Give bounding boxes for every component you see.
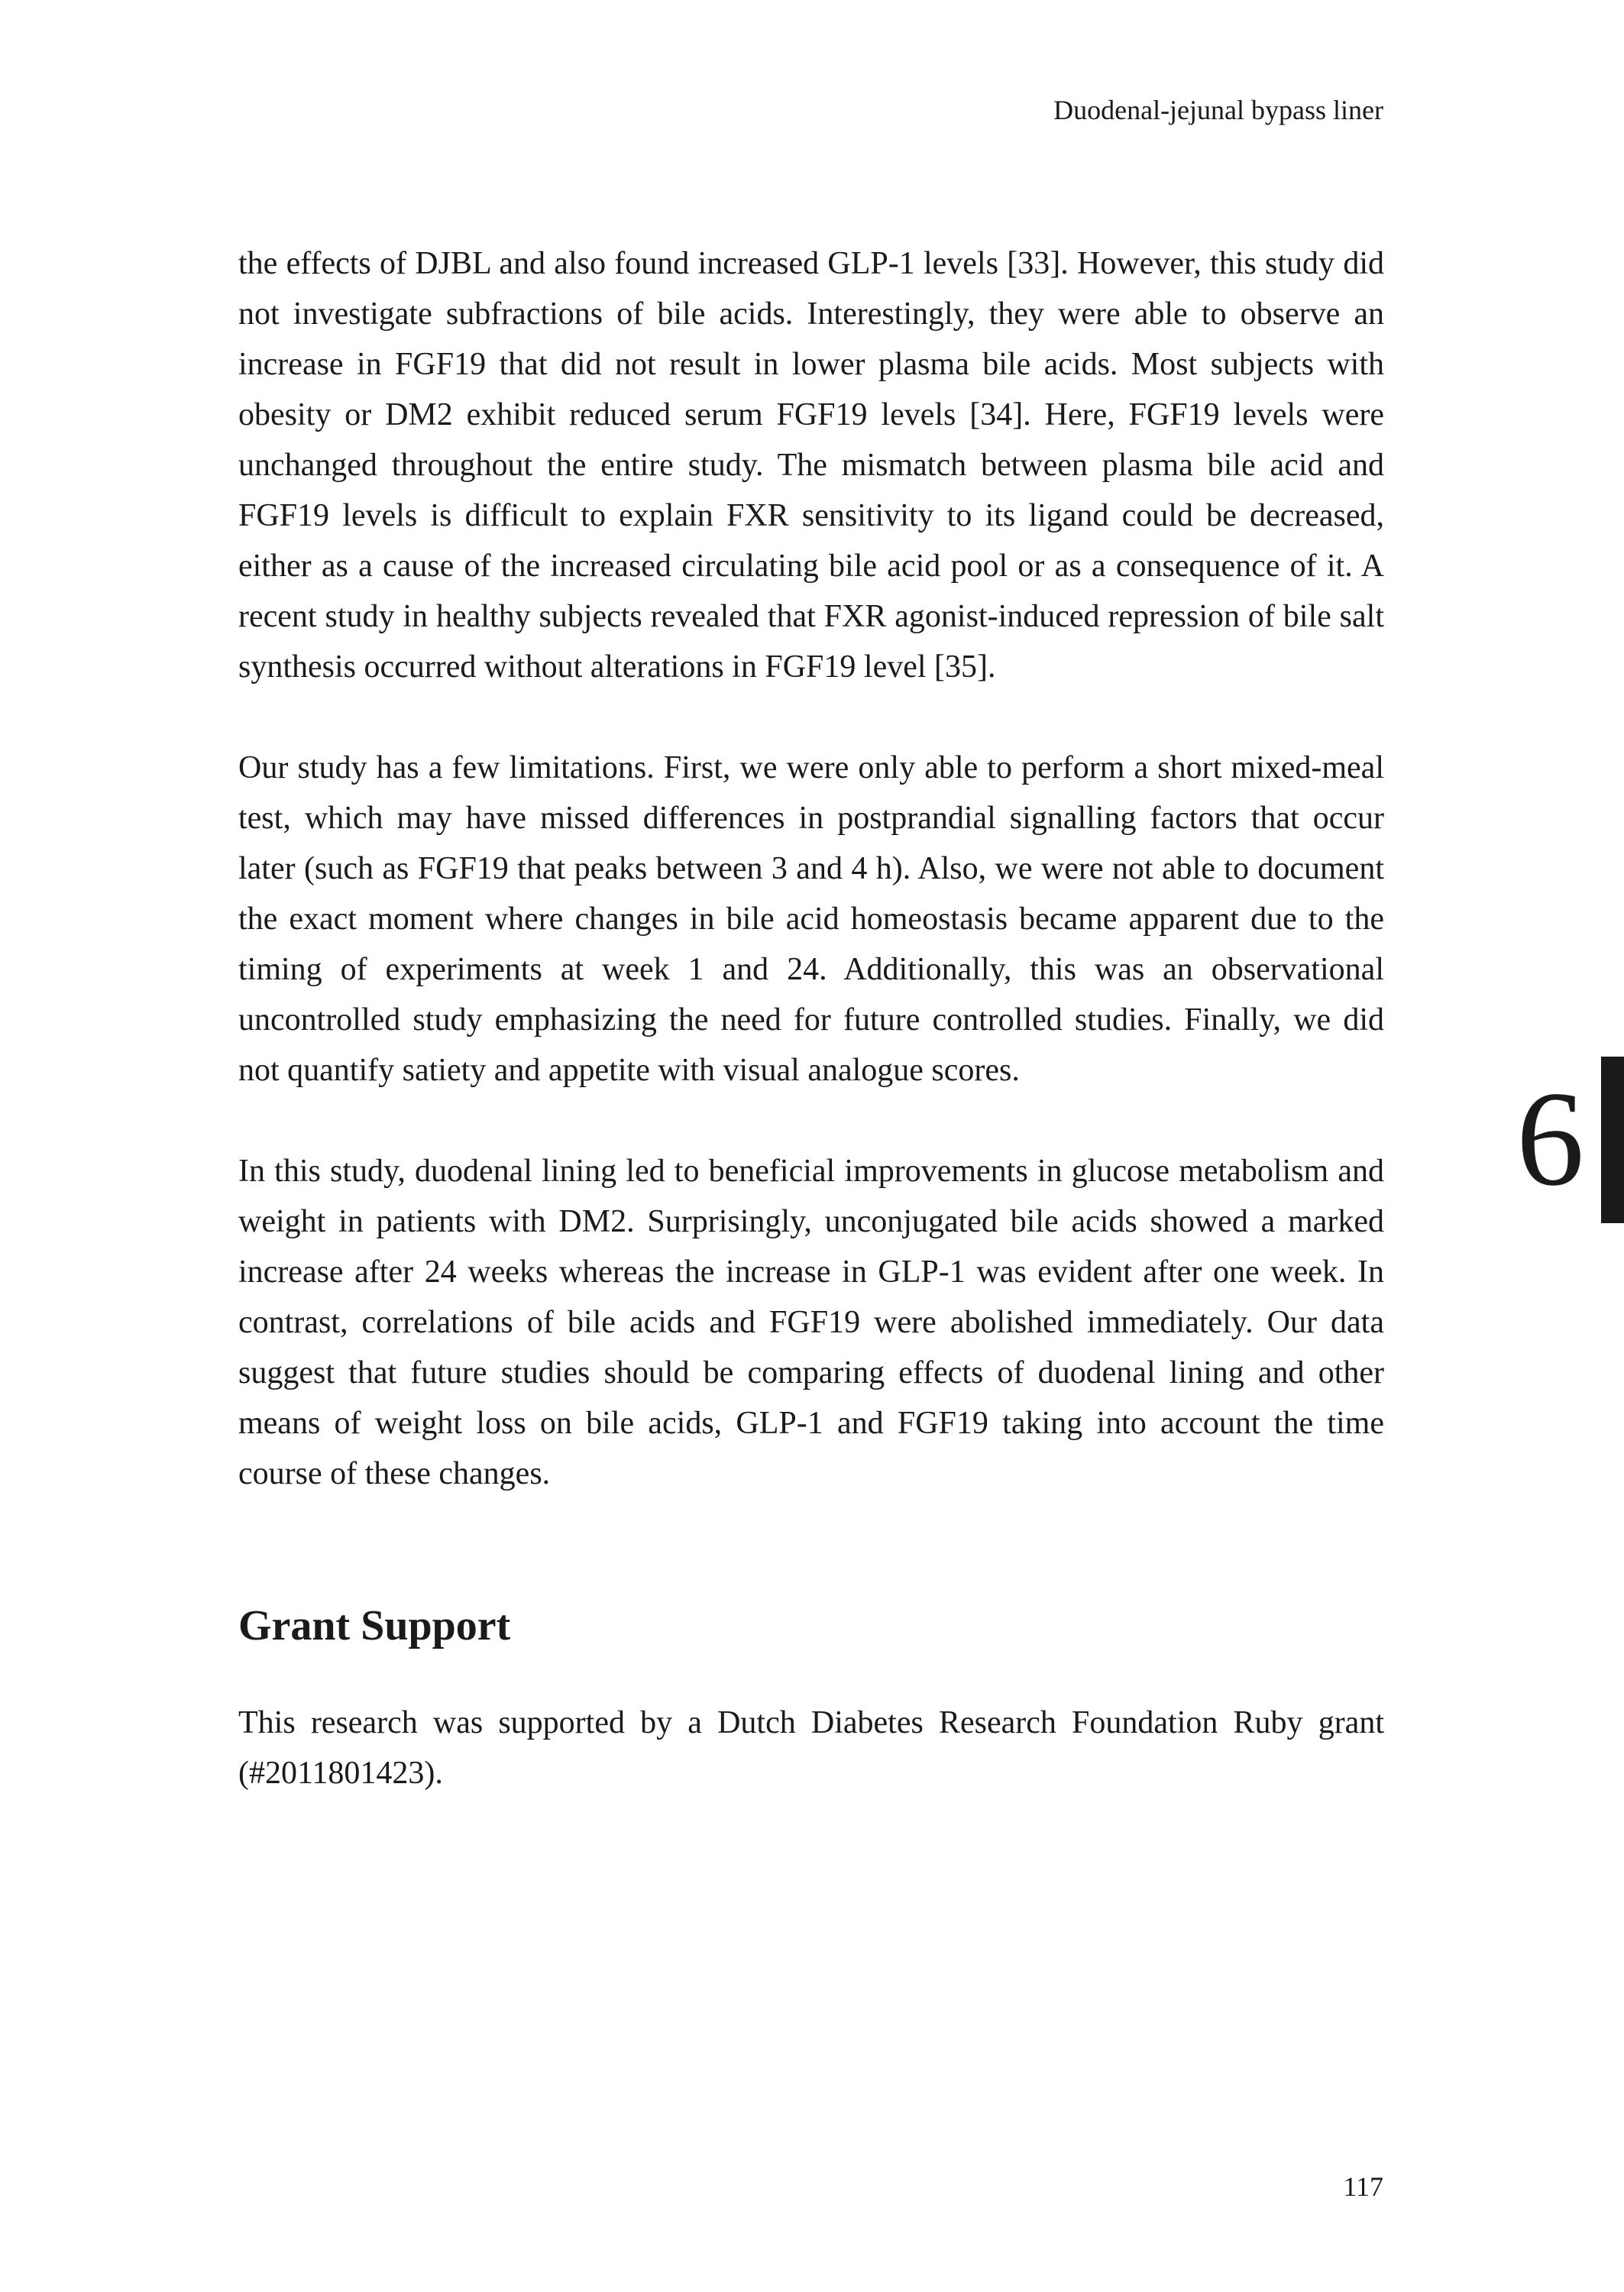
body-paragraph-1: the effects of DJBL and also found increased GLP-1 levels [33]. However, this study did not investigate subfractions of bile acids. Interestingly, they were able to observe an increase in FGF19 that did not result in lower plasma bile acids. Most subjects with obesity or DM2 exhibit reduced serum FGF19 levels [34]. Here, FGF19 levels were unchanged throughout the entire study. The mismatch between plasma bile acid and FGF19 levels is difficult to explain FXR sensitivity to its ligand could be decreased, either as a cause of the increased circulating bile acid pool or as a consequence of it. A recent study in healthy subjects revealed that FXR agonist-induced repression of bile salt synthesis occurred without alterations in FGF19 level [35]. xyxy=(238,246,1384,685)
grant-support-heading: Grant Support xyxy=(238,1602,511,1649)
running-header: Duodenal-jejunal bypass liner xyxy=(1053,95,1383,125)
page-number: 117 xyxy=(1343,2171,1383,2202)
chapter-number: 6 xyxy=(1516,1063,1584,1214)
chapter-tab-bar xyxy=(1601,1057,1624,1223)
body-paragraph-3: In this study, duodenal lining led to beneficial improvements in glucose metabolism and weight in patients with DM2. Surprisingly, unconjugated bile acids showed a marked increase after 24 weeks whereas the increase in GLP-1 was evident after one week. In contrast, correlations of bile acids and FGF19 were abolished immediately. Our data suggest that future studies should be comparing effects of duodenal lining and other means of weight loss on bile acids, GLP-1 and FGF19 taking into account the time course of these changes. xyxy=(238,1154,1384,1491)
body-paragraph-2: Our study has a few limitations. First, we were only able to perform a short mixed-meal test, which may have missed differences in postprandial signalling factors that occur later (such as FGF19 that peaks between 3 and 4 h). Also, we were not able to document the exact moment where changes in bile acid homeostasis became apparent due to the timing of experiments at week 1 and 24. Additionally, this was an observational uncontrolled study emphasizing the need for future controlled studies. Finally, we did not quantify satiety and appetite with visual analogue scores. xyxy=(238,750,1384,1088)
chapter-tab xyxy=(1509,1057,1624,1223)
page-content xyxy=(238,238,1384,1798)
grant-support-paragraph: This research was supported by a Dutch Diabetes Research Foundation Ruby grant (#2011801423). xyxy=(238,1705,1384,1791)
